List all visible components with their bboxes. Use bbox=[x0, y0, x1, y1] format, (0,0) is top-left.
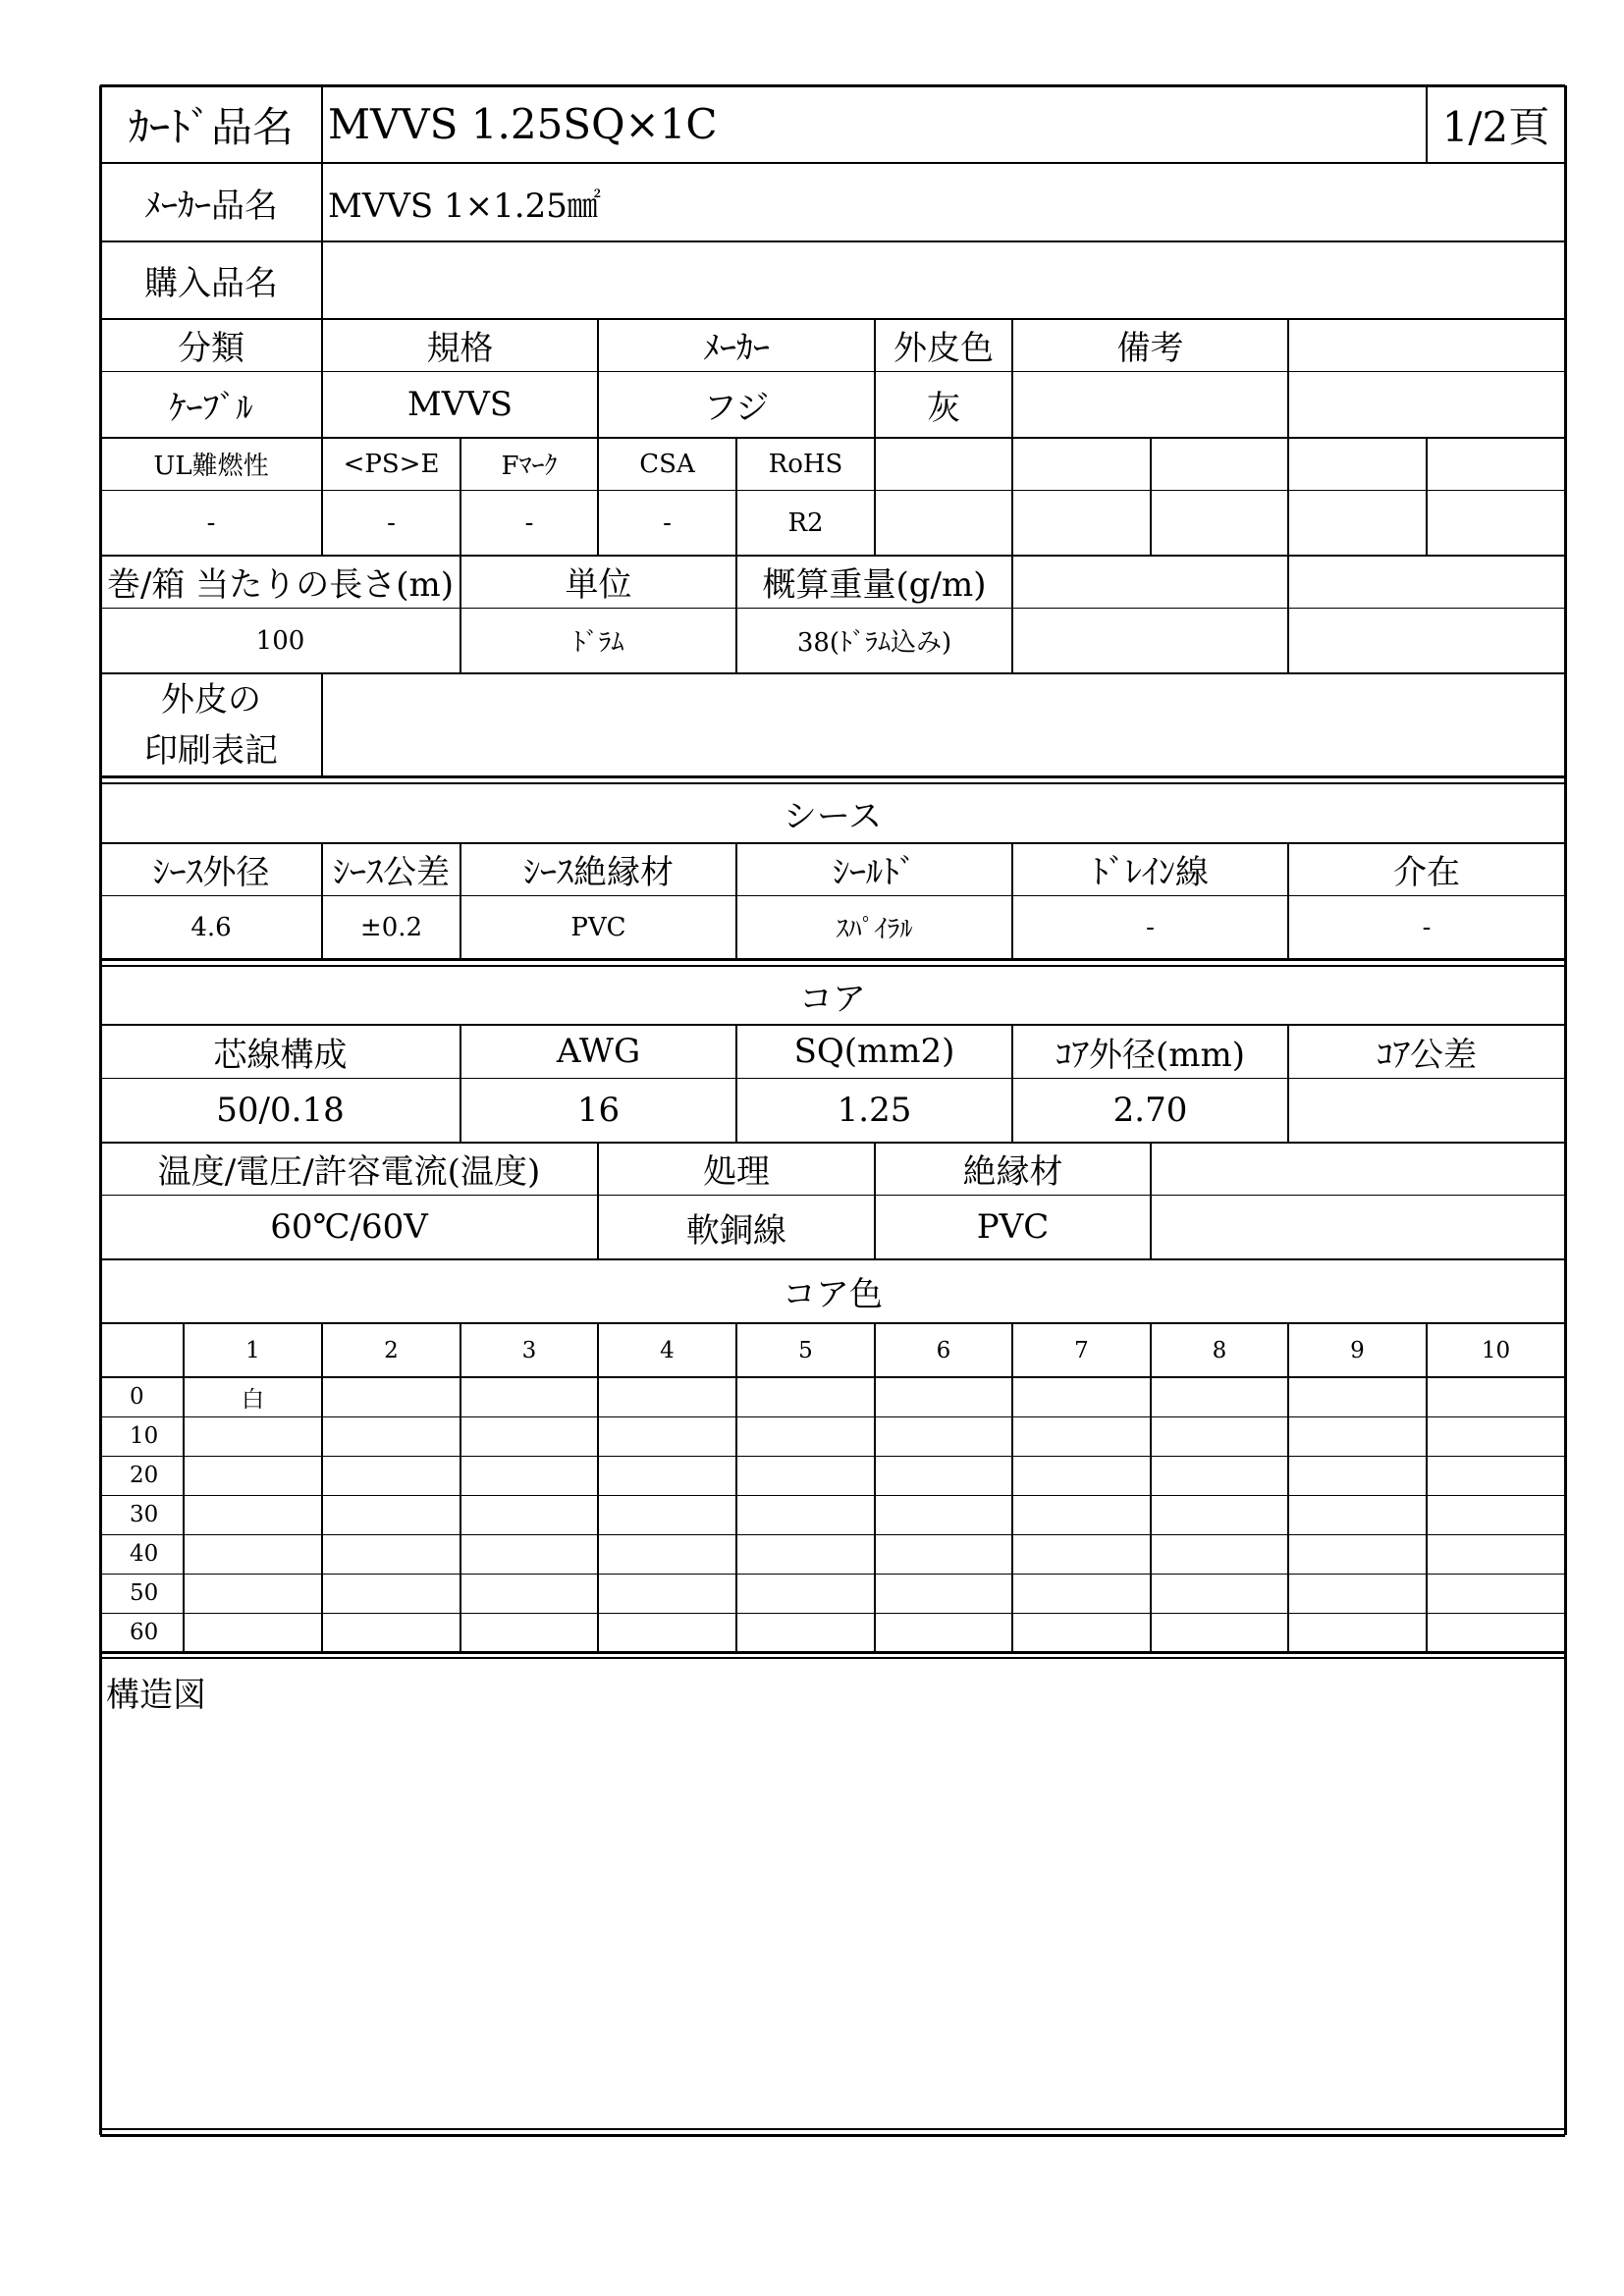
grid-line bbox=[1150, 438, 1152, 556]
core-value: 16 bbox=[576, 1091, 621, 1130]
card-name-label: ｶｰﾄﾞ品名 bbox=[128, 102, 294, 151]
classification-label: 外皮色 bbox=[893, 329, 994, 368]
grid-line bbox=[460, 438, 461, 556]
core-color-cell bbox=[460, 1377, 598, 1416]
grid-line bbox=[100, 2134, 1565, 2137]
grid-line bbox=[100, 371, 1565, 372]
core-color-cell bbox=[322, 1416, 460, 1456]
packaging-label: 概算重量(g/m) bbox=[762, 565, 987, 605]
classification-label: ﾒｰｶｰ bbox=[703, 329, 770, 368]
core-color-row-index: 0 bbox=[130, 1384, 144, 1410]
grid-line bbox=[597, 438, 599, 556]
sheath-title: シース bbox=[783, 797, 883, 836]
grid-line bbox=[874, 319, 876, 438]
core-color-cell bbox=[598, 1574, 736, 1613]
core-color-cell bbox=[322, 1495, 460, 1534]
core-color-cell bbox=[322, 1377, 460, 1416]
core-color-cell bbox=[1151, 1534, 1288, 1574]
core-color-cell bbox=[1012, 1377, 1151, 1416]
core-color-cell bbox=[1427, 1613, 1565, 1652]
core-color-cell bbox=[1012, 1495, 1151, 1534]
sheath-label: ｼｰｽ絶縁材 bbox=[523, 853, 674, 892]
core-label: AWG bbox=[556, 1032, 641, 1071]
grid-line bbox=[1011, 843, 1013, 959]
core-color-cell bbox=[460, 1613, 598, 1652]
core-color-cell bbox=[736, 1574, 875, 1613]
maker-name-label: ﾒｰｶｰ品名 bbox=[144, 186, 278, 226]
grid-line bbox=[1150, 1143, 1152, 1259]
grid-line bbox=[874, 1143, 876, 1259]
packaging-label bbox=[1012, 556, 1288, 608]
standard-value: R2 bbox=[787, 507, 824, 538]
standard-label: RoHS bbox=[768, 449, 843, 479]
grid-line bbox=[460, 843, 461, 959]
core-color-cell bbox=[1288, 1574, 1427, 1613]
core-color-cell bbox=[598, 1495, 736, 1534]
core-color-cell bbox=[1151, 1613, 1288, 1652]
standard-label bbox=[1012, 438, 1151, 490]
core-color-cell bbox=[1012, 1416, 1151, 1456]
grid-line bbox=[1011, 438, 1013, 556]
sheath-label: ｼｰｽ公差 bbox=[333, 853, 450, 892]
core-color-cell bbox=[1151, 1377, 1288, 1416]
core-color-cell bbox=[460, 1574, 598, 1613]
packaging-value: 38(ﾄﾞﾗﾑ込み) bbox=[796, 628, 952, 658]
grid-line bbox=[1150, 1323, 1152, 1652]
grid-line bbox=[1564, 85, 1567, 2135]
spec-sheet bbox=[100, 85, 1565, 2135]
classification-value: フジ bbox=[703, 388, 770, 428]
core-color-column-header: 6 bbox=[936, 1337, 951, 1363]
core-color-cell bbox=[1012, 1574, 1151, 1613]
core-color-cell bbox=[1427, 1574, 1565, 1613]
core-color-cell bbox=[598, 1377, 736, 1416]
print-label-line2: 印刷表記 bbox=[144, 730, 278, 771]
standard-value bbox=[1288, 490, 1427, 556]
classification-value: 灰 bbox=[927, 388, 960, 428]
core-color-cell bbox=[1427, 1377, 1565, 1416]
standard-value bbox=[1151, 490, 1288, 556]
grid-line bbox=[100, 1651, 1565, 1654]
grid-line bbox=[1426, 438, 1428, 556]
structure-label: 構造図 bbox=[106, 1676, 206, 1715]
rating-value: 60℃/60V bbox=[270, 1207, 428, 1247]
core-color-corner bbox=[100, 1323, 184, 1377]
core-value: 2.70 bbox=[1112, 1091, 1188, 1130]
card-name-value: MVVS 1.25SQ×1C bbox=[328, 100, 718, 148]
core-color-cell bbox=[598, 1456, 736, 1495]
grid-line bbox=[1011, 319, 1013, 438]
packaging-value: 100 bbox=[255, 625, 305, 656]
packaging-label: 単位 bbox=[565, 565, 632, 605]
sheath-value: - bbox=[1422, 912, 1432, 942]
classification-value: ｹｰﾌﾞﾙ bbox=[169, 388, 253, 428]
core-color-cell bbox=[875, 1495, 1012, 1534]
standard-value bbox=[1012, 490, 1151, 556]
standard-label bbox=[1151, 438, 1288, 490]
grid-line bbox=[321, 319, 323, 438]
core-color-cell bbox=[1427, 1416, 1565, 1456]
standard-value: - bbox=[524, 507, 534, 538]
rating-value: 軟銅線 bbox=[686, 1210, 786, 1251]
grid-line bbox=[735, 1025, 737, 1143]
grid-line bbox=[100, 490, 1565, 491]
core-value bbox=[1288, 1078, 1565, 1143]
grid-line bbox=[183, 1323, 185, 1652]
grid-line bbox=[460, 1323, 461, 1652]
grid-line bbox=[100, 1078, 1565, 1079]
grid-line bbox=[735, 556, 737, 673]
core-color-cell bbox=[736, 1534, 875, 1574]
core-color-cell bbox=[1427, 1456, 1565, 1495]
core-color-cell bbox=[184, 1416, 322, 1456]
grid-line bbox=[100, 84, 1565, 87]
print-label bbox=[100, 673, 322, 776]
grid-line bbox=[100, 895, 1565, 896]
core-color-column-header: 2 bbox=[384, 1337, 399, 1363]
grid-line bbox=[1011, 556, 1013, 673]
sheath-label: 介在 bbox=[1393, 853, 1460, 892]
standard-label bbox=[1427, 438, 1565, 490]
standard-label: CSA bbox=[639, 449, 695, 479]
core-color-cell bbox=[875, 1377, 1012, 1416]
grid-line bbox=[1011, 1323, 1013, 1652]
core-color-cell bbox=[322, 1456, 460, 1495]
core-label: SQ(mm2) bbox=[793, 1032, 955, 1071]
grid-line bbox=[874, 1323, 876, 1652]
core-color-cell bbox=[184, 1534, 322, 1574]
print-value bbox=[322, 673, 1565, 776]
grid-line bbox=[1011, 1025, 1013, 1143]
core-color-cell bbox=[1288, 1495, 1427, 1534]
sheath-value: ±0.2 bbox=[359, 912, 423, 942]
core-color-cell bbox=[1288, 1416, 1427, 1456]
core-color-cell bbox=[875, 1416, 1012, 1456]
core-color-row-index: 20 bbox=[130, 1463, 159, 1488]
standard-label bbox=[1288, 438, 1427, 490]
core-color-cell bbox=[736, 1416, 875, 1456]
core-color-cell bbox=[184, 1574, 322, 1613]
classification-value bbox=[1012, 371, 1288, 438]
core-color-cell bbox=[1012, 1534, 1151, 1574]
core-color-cell bbox=[1012, 1456, 1151, 1495]
core-color-cell bbox=[1151, 1456, 1288, 1495]
print-label-line1: 外皮の bbox=[161, 679, 261, 720]
core-value: 50/0.18 bbox=[216, 1091, 345, 1130]
core-color-row-index: 10 bbox=[130, 1423, 159, 1449]
sheath-value: - bbox=[1146, 912, 1155, 942]
classification-label: 規格 bbox=[426, 329, 494, 368]
core-color-cell bbox=[460, 1456, 598, 1495]
core-color-cell bbox=[736, 1495, 875, 1534]
core-color-cell bbox=[1288, 1613, 1427, 1652]
core-color-cell bbox=[322, 1574, 460, 1613]
core-label: ｺｱ外径(mm) bbox=[1055, 1035, 1245, 1075]
grid-line bbox=[1287, 843, 1289, 959]
packaging-value: ﾄﾞﾗﾑ bbox=[572, 628, 624, 658]
core-label: 芯線構成 bbox=[213, 1035, 348, 1075]
sheath-label: ｼｰｽ外径 bbox=[152, 853, 270, 892]
core-color-cell bbox=[1427, 1495, 1565, 1534]
grid-line bbox=[735, 843, 737, 959]
grid-line bbox=[100, 608, 1565, 609]
rating-value bbox=[1151, 1195, 1565, 1259]
core-color-row-index: 30 bbox=[130, 1502, 159, 1527]
grid-line bbox=[1287, 1025, 1289, 1143]
grid-line bbox=[597, 1143, 599, 1259]
sheath-value: ｽﾊﾟｲﾗﾙ bbox=[836, 915, 913, 944]
core-color-column-header: 3 bbox=[521, 1337, 537, 1363]
grid-line bbox=[1426, 1323, 1428, 1652]
grid-line bbox=[1287, 556, 1289, 673]
core-color-cell bbox=[322, 1534, 460, 1574]
classification-label bbox=[1288, 319, 1565, 371]
core-label: ｺｱ公差 bbox=[1377, 1035, 1477, 1075]
grid-line bbox=[460, 1025, 461, 1143]
core-color-cell bbox=[1288, 1534, 1427, 1574]
classification-label: 備考 bbox=[1116, 329, 1184, 368]
standard-label: <PS>E bbox=[343, 449, 440, 479]
core-color-cell bbox=[875, 1456, 1012, 1495]
standard-label: UL難燃性 bbox=[153, 452, 269, 481]
core-color-cell bbox=[875, 1613, 1012, 1652]
grid-line bbox=[321, 1323, 323, 1652]
grid-line bbox=[597, 319, 599, 438]
packaging-label bbox=[1288, 556, 1565, 608]
grid-line bbox=[1287, 438, 1289, 556]
core-color-cell bbox=[460, 1495, 598, 1534]
purchase-name-label: 購入品名 bbox=[144, 264, 278, 303]
core-color-cell bbox=[736, 1377, 875, 1416]
grid-line bbox=[1426, 85, 1428, 163]
sheath-value: PVC bbox=[570, 912, 626, 942]
core-color-row-index: 50 bbox=[130, 1580, 159, 1606]
standard-value bbox=[1427, 490, 1565, 556]
rating-label bbox=[1151, 1143, 1565, 1195]
classification-value: MVVS bbox=[406, 385, 514, 424]
grid-line bbox=[874, 438, 876, 556]
core-value: 1.25 bbox=[837, 1091, 912, 1130]
packaging-label: 巻/箱 当たりの長さ(m) bbox=[106, 565, 455, 605]
page-number: 1/2頁 bbox=[1441, 102, 1550, 151]
classification-label: 分類 bbox=[178, 329, 244, 368]
standard-value: - bbox=[387, 507, 396, 538]
core-color-cell bbox=[598, 1613, 736, 1652]
standard-value bbox=[875, 490, 1012, 556]
core-color-column-header: 9 bbox=[1350, 1337, 1365, 1363]
core-color-cell bbox=[460, 1534, 598, 1574]
grid-line bbox=[321, 438, 323, 556]
sheath-label: ｼｰﾙﾄﾞ bbox=[833, 853, 916, 892]
core-color-cell bbox=[184, 1456, 322, 1495]
standard-value: - bbox=[206, 507, 216, 538]
core-color-cell bbox=[875, 1534, 1012, 1574]
grid-line bbox=[100, 958, 1565, 961]
grid-line bbox=[100, 775, 1565, 778]
core-color-cell bbox=[736, 1613, 875, 1652]
core-color-cell bbox=[1151, 1416, 1288, 1456]
sheath-value: 4.6 bbox=[190, 912, 232, 942]
grid-line bbox=[321, 843, 323, 959]
core-color-column-header: 7 bbox=[1074, 1337, 1089, 1363]
grid-line bbox=[1287, 319, 1289, 438]
purchase-name-value bbox=[322, 241, 1565, 319]
rating-label: 温度/電圧/許容電流(温度) bbox=[157, 1152, 541, 1192]
rating-value: PVC bbox=[976, 1207, 1050, 1247]
core-color-cell bbox=[1427, 1534, 1565, 1574]
standard-label: Fﾏｰｸ bbox=[501, 452, 558, 481]
core-color-column-header: 10 bbox=[1481, 1337, 1511, 1363]
classification-value bbox=[1288, 371, 1565, 438]
standard-value: - bbox=[663, 507, 672, 538]
rating-label: 処理 bbox=[703, 1152, 770, 1192]
grid-line bbox=[100, 2128, 1565, 2130]
core-color-cell bbox=[184, 1613, 322, 1652]
core-color-column-header: 4 bbox=[660, 1337, 675, 1363]
grid-line bbox=[597, 1323, 599, 1652]
core-color-cell bbox=[598, 1534, 736, 1574]
core-color-cell bbox=[875, 1574, 1012, 1613]
core-color-column-header: 1 bbox=[245, 1337, 260, 1363]
core-color-cell bbox=[322, 1613, 460, 1652]
grid-line bbox=[1287, 1323, 1289, 1652]
core-color-cell bbox=[1288, 1377, 1427, 1416]
grid-line bbox=[460, 556, 461, 673]
grid-line bbox=[100, 1195, 1565, 1196]
standard-label bbox=[875, 438, 1012, 490]
core-color-cell bbox=[598, 1416, 736, 1456]
packaging-value bbox=[1288, 608, 1565, 673]
core-color-title: コア色 bbox=[783, 1275, 883, 1314]
core-color-cell bbox=[1151, 1495, 1288, 1534]
grid-line bbox=[99, 85, 102, 2135]
core-title: コア bbox=[799, 979, 866, 1019]
grid-line bbox=[321, 673, 323, 776]
core-color-cell: 白 bbox=[242, 1386, 264, 1413]
core-color-cell bbox=[460, 1416, 598, 1456]
maker-name-value: MVVS 1×1.25㎟ bbox=[328, 186, 601, 226]
core-color-column-header: 5 bbox=[798, 1337, 813, 1363]
rating-label: 絶縁材 bbox=[962, 1152, 1063, 1192]
core-color-cell bbox=[1012, 1613, 1151, 1652]
grid-line bbox=[735, 1323, 737, 1652]
core-color-row-index: 60 bbox=[130, 1620, 159, 1645]
core-color-cell bbox=[1151, 1574, 1288, 1613]
core-color-cell bbox=[184, 1495, 322, 1534]
sheath-label: ﾄﾞﾚｲﾝ線 bbox=[1092, 853, 1209, 892]
core-color-cell bbox=[736, 1456, 875, 1495]
core-color-column-header: 8 bbox=[1212, 1337, 1227, 1363]
core-color-cell bbox=[1288, 1456, 1427, 1495]
grid-line bbox=[735, 438, 737, 556]
core-color-row-index: 40 bbox=[130, 1541, 159, 1567]
packaging-value bbox=[1012, 608, 1288, 673]
